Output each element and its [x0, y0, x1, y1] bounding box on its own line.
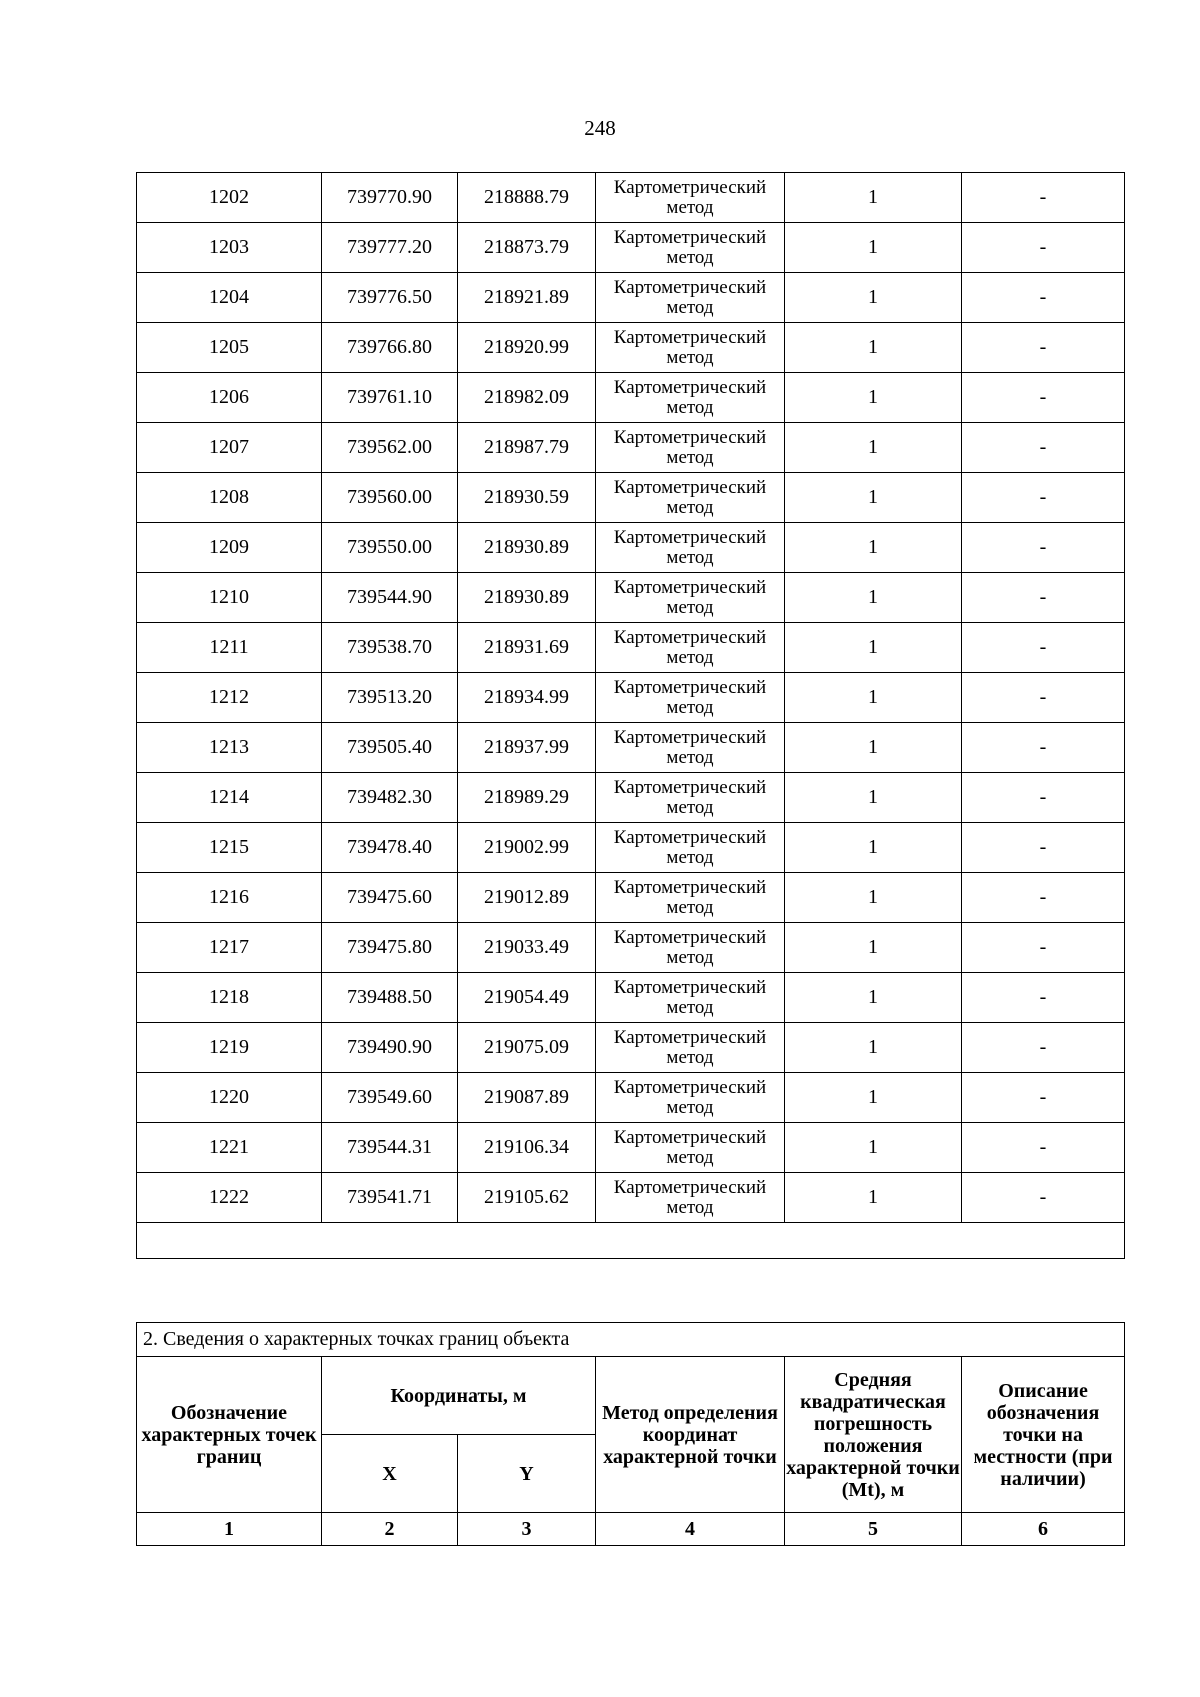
method-cell: Картометрический метод: [596, 573, 785, 623]
header-x: X: [322, 1435, 458, 1513]
table-row: [137, 523, 1125, 573]
table-row: [137, 373, 1125, 423]
mean-error-cell: 1: [785, 873, 962, 923]
description-cell: -: [962, 773, 1125, 823]
y-coordinate-cell: 219075.09: [458, 1023, 596, 1073]
description-cell: -: [962, 1123, 1125, 1173]
y-coordinate-cell: 218937.99: [458, 723, 596, 773]
point-id-cell: 1222: [137, 1173, 322, 1223]
x-coordinate-cell: 739761.10: [322, 373, 458, 423]
description-cell: -: [962, 223, 1125, 273]
mean-error-cell: 1: [785, 973, 962, 1023]
description-cell: -: [962, 723, 1125, 773]
y-coordinate-cell: 218873.79: [458, 223, 596, 273]
method-cell: Картометрический метод: [596, 423, 785, 473]
x-coordinate-cell: 739490.90: [322, 1023, 458, 1073]
mean-error-cell: 1: [785, 673, 962, 723]
header-y: Y: [458, 1435, 596, 1513]
method-cell: Картометрический метод: [596, 1173, 785, 1223]
y-coordinate-cell: 219105.62: [458, 1173, 596, 1223]
description-cell: -: [962, 373, 1125, 423]
mean-error-cell: 1: [785, 273, 962, 323]
point-id-cell: 1203: [137, 223, 322, 273]
point-id-cell: 1206: [137, 373, 322, 423]
description-cell: -: [962, 1173, 1125, 1223]
mean-error-cell: 1: [785, 223, 962, 273]
table-row: [137, 723, 1125, 773]
y-coordinate-cell: 218987.79: [458, 423, 596, 473]
method-cell: Картометрический метод: [596, 373, 785, 423]
table-row: [137, 223, 1125, 273]
boundary-points-table: [136, 172, 1125, 1259]
point-id-cell: 1215: [137, 823, 322, 873]
method-cell: Картометрический метод: [596, 623, 785, 673]
header-method: Метод определения координат характерной точки: [596, 1357, 785, 1513]
description-cell: -: [962, 823, 1125, 873]
y-coordinate-cell: 219012.89: [458, 873, 596, 923]
x-coordinate-cell: 739475.80: [322, 923, 458, 973]
method-cell: Картометрический метод: [596, 1023, 785, 1073]
x-coordinate-cell: 739478.40: [322, 823, 458, 873]
x-coordinate-cell: 739550.00: [322, 523, 458, 573]
empty-cell: [137, 1223, 1125, 1259]
mean-error-cell: 1: [785, 173, 962, 223]
description-cell: -: [962, 1023, 1125, 1073]
table-row: [137, 973, 1125, 1023]
x-coordinate-cell: 739770.90: [322, 173, 458, 223]
y-coordinate-cell: 218930.89: [458, 523, 596, 573]
y-coordinate-cell: 218989.29: [458, 773, 596, 823]
description-cell: -: [962, 973, 1125, 1023]
method-cell: Картометрический метод: [596, 1123, 785, 1173]
point-id-cell: 1216: [137, 873, 322, 923]
column-number: 1: [137, 1513, 322, 1546]
y-coordinate-cell: 219054.49: [458, 973, 596, 1023]
section-title: 2. Сведения о характерных точках границ объекта: [137, 1323, 1125, 1357]
mean-error-cell: 1: [785, 573, 962, 623]
y-coordinate-cell: 218921.89: [458, 273, 596, 323]
mean-error-cell: 1: [785, 1023, 962, 1073]
table-row: [137, 473, 1125, 523]
x-coordinate-cell: 739562.00: [322, 423, 458, 473]
column-number: 2: [322, 1513, 458, 1546]
table-row: [137, 323, 1125, 373]
method-cell: Картометрический метод: [596, 1073, 785, 1123]
x-coordinate-cell: 739488.50: [322, 973, 458, 1023]
y-coordinate-cell: 219106.34: [458, 1123, 596, 1173]
x-coordinate-cell: 739766.80: [322, 323, 458, 373]
x-coordinate-cell: 739544.31: [322, 1123, 458, 1173]
x-coordinate-cell: 739482.30: [322, 773, 458, 823]
table-row: [137, 1123, 1125, 1173]
description-cell: -: [962, 923, 1125, 973]
point-id-cell: 1207: [137, 423, 322, 473]
point-id-cell: 1208: [137, 473, 322, 523]
table-row: [137, 1073, 1125, 1123]
mean-error-cell: 1: [785, 723, 962, 773]
x-coordinate-cell: 739505.40: [322, 723, 458, 773]
table-row: [137, 173, 1125, 223]
method-cell: Картометрический метод: [596, 523, 785, 573]
y-coordinate-cell: 219033.49: [458, 923, 596, 973]
column-number: 6: [962, 1513, 1125, 1546]
method-cell: Картометрический метод: [596, 873, 785, 923]
description-cell: -: [962, 473, 1125, 523]
description-cell: -: [962, 673, 1125, 723]
method-cell: Картометрический метод: [596, 223, 785, 273]
point-id-cell: 1213: [137, 723, 322, 773]
y-coordinate-cell: 218931.69: [458, 623, 596, 673]
y-coordinate-cell: 219087.89: [458, 1073, 596, 1123]
page-number: 248: [584, 116, 616, 140]
table-row: [137, 773, 1125, 823]
table-row: [137, 1023, 1125, 1073]
x-coordinate-cell: 739475.60: [322, 873, 458, 923]
x-coordinate-cell: 739538.70: [322, 623, 458, 673]
column-number: 3: [458, 1513, 596, 1546]
method-cell: Картометрический метод: [596, 273, 785, 323]
method-cell: Картометрический метод: [596, 723, 785, 773]
point-id-cell: 1202: [137, 173, 322, 223]
x-coordinate-cell: 739777.20: [322, 223, 458, 273]
mean-error-cell: 1: [785, 923, 962, 973]
y-coordinate-cell: 218888.79: [458, 173, 596, 223]
x-coordinate-cell: 739549.60: [322, 1073, 458, 1123]
y-coordinate-cell: 218982.09: [458, 373, 596, 423]
header-description: Описание обозначения точки на местности (при наличии): [962, 1357, 1125, 1513]
mean-error-cell: 1: [785, 323, 962, 373]
table-row: [137, 873, 1125, 923]
mean-error-cell: 1: [785, 1173, 962, 1223]
y-coordinate-cell: 218930.89: [458, 573, 596, 623]
mean-error-cell: 1: [785, 823, 962, 873]
point-id-cell: 1221: [137, 1123, 322, 1173]
x-coordinate-cell: 739776.50: [322, 273, 458, 323]
method-cell: Картометрический метод: [596, 823, 785, 873]
table-row: [137, 823, 1125, 873]
point-id-cell: 1211: [137, 623, 322, 673]
header-coordinates: Координаты, м: [322, 1357, 596, 1435]
method-cell: Картометрический метод: [596, 323, 785, 373]
point-id-cell: 1220: [137, 1073, 322, 1123]
method-cell: Картометрический метод: [596, 773, 785, 823]
description-cell: -: [962, 623, 1125, 673]
table-row: [137, 273, 1125, 323]
empty-row: [137, 1223, 1125, 1259]
y-coordinate-cell: 218920.99: [458, 323, 596, 373]
mean-error-cell: 1: [785, 1073, 962, 1123]
description-cell: -: [962, 523, 1125, 573]
point-id-cell: 1217: [137, 923, 322, 973]
point-id-cell: 1214: [137, 773, 322, 823]
point-id-cell: 1209: [137, 523, 322, 573]
mean-error-cell: 1: [785, 473, 962, 523]
table-row: [137, 923, 1125, 973]
mean-error-cell: 1: [785, 623, 962, 673]
method-cell: Картометрический метод: [596, 923, 785, 973]
table-row: [137, 1173, 1125, 1223]
description-cell: -: [962, 873, 1125, 923]
description-cell: -: [962, 173, 1125, 223]
table-row: [137, 673, 1125, 723]
description-cell: -: [962, 573, 1125, 623]
mean-error-cell: 1: [785, 1123, 962, 1173]
method-cell: Картометрический метод: [596, 973, 785, 1023]
method-cell: Картометрический метод: [596, 173, 785, 223]
point-id-cell: 1210: [137, 573, 322, 623]
point-id-cell: 1218: [137, 973, 322, 1023]
description-cell: -: [962, 323, 1125, 373]
method-cell: Картометрический метод: [596, 673, 785, 723]
x-coordinate-cell: 739544.90: [322, 573, 458, 623]
point-id-cell: 1219: [137, 1023, 322, 1073]
point-id-cell: 1205: [137, 323, 322, 373]
mean-error-cell: 1: [785, 423, 962, 473]
header-point-designation: Обозначение характерных точек границ: [137, 1357, 322, 1513]
section-2-header-table: [136, 1322, 1125, 1546]
mean-error-cell: 1: [785, 373, 962, 423]
description-cell: -: [962, 273, 1125, 323]
mean-error-cell: 1: [785, 773, 962, 823]
column-number: 4: [596, 1513, 785, 1546]
y-coordinate-cell: 219002.99: [458, 823, 596, 873]
y-coordinate-cell: 218934.99: [458, 673, 596, 723]
description-cell: -: [962, 1073, 1125, 1123]
point-id-cell: 1204: [137, 273, 322, 323]
header-mean-error: Средняя квадратическая погрешность положения характерной точки (Mt), м: [785, 1357, 962, 1513]
method-cell: Картометрический метод: [596, 473, 785, 523]
point-id-cell: 1212: [137, 673, 322, 723]
table-row: [137, 423, 1125, 473]
description-cell: -: [962, 423, 1125, 473]
table-row: [137, 573, 1125, 623]
table-row: [137, 623, 1125, 673]
mean-error-cell: 1: [785, 523, 962, 573]
x-coordinate-cell: 739513.20: [322, 673, 458, 723]
y-coordinate-cell: 218930.59: [458, 473, 596, 523]
x-coordinate-cell: 739560.00: [322, 473, 458, 523]
x-coordinate-cell: 739541.71: [322, 1173, 458, 1223]
column-number: 5: [785, 1513, 962, 1546]
